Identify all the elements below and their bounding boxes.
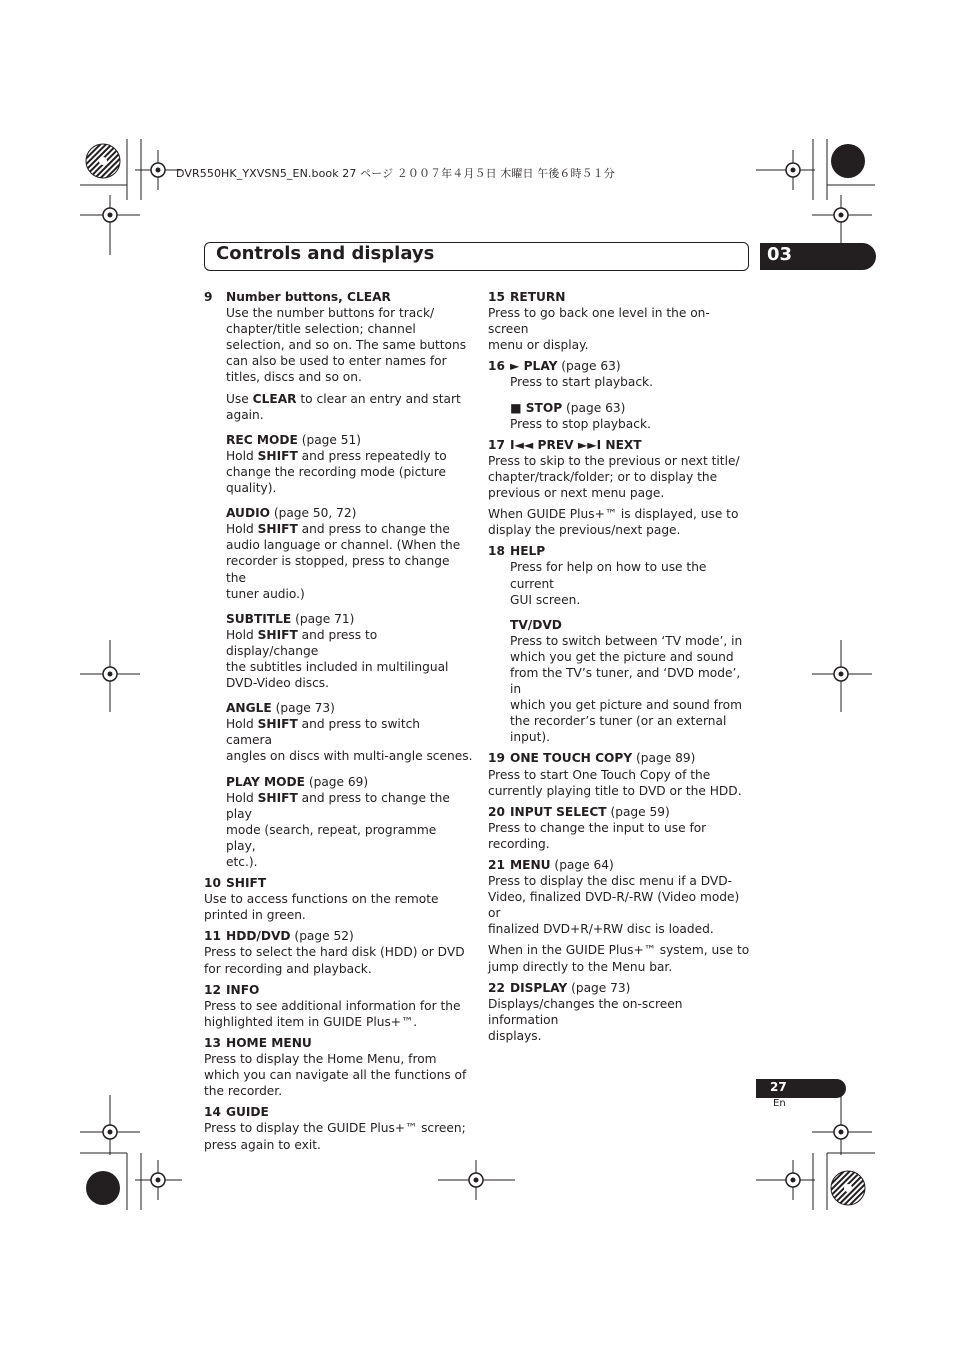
item-22-heading [488, 980, 750, 996]
text-line: I◄◄ PREV ►►I NEXT [510, 437, 642, 452]
text-line: Press to switch between ‘TV mode’, in [510, 633, 743, 648]
text-line: DISPLAY [510, 980, 568, 995]
subtitle-heading [226, 611, 469, 627]
text-line: Hold [226, 790, 258, 805]
text-line: (page 71) [291, 611, 355, 626]
text-line: Press to change the input to use for [488, 820, 707, 835]
text-line: SHIFT [257, 627, 298, 642]
text-line: PLAY MODE [226, 774, 305, 789]
text-line: highlighted item in GUIDE Plus+™. [204, 1014, 418, 1029]
text-line: the recorder. [204, 1084, 283, 1099]
text-line: (page 64) [550, 858, 614, 872]
item-17-heading [488, 437, 750, 453]
text-line: ONE TOUCH COPY [510, 751, 633, 766]
text-line: printed in green. [204, 908, 306, 923]
text-line: previous or next menu page. [488, 486, 665, 501]
text-line: ANGLE [226, 701, 272, 716]
text-line: (page 50, 72) [269, 506, 357, 521]
audio-heading [226, 505, 469, 521]
text-line: SHIFT [226, 876, 267, 891]
text-line [226, 391, 469, 407]
page-language: En [773, 1098, 786, 1109]
text-line: Hold [226, 627, 258, 642]
text-line: and press repeatedly to [297, 448, 447, 463]
file-header: DVR550HK_YXVSN5_EN.book 27 ページ ２００７年４月５日 木曜日 午後６時５１分 [176, 167, 615, 180]
text-line: currently playing title to DVD or the HDD. [488, 783, 742, 798]
text-line: 19 [488, 751, 505, 766]
item-12-heading [204, 982, 469, 998]
text-line: Hold [226, 448, 258, 463]
text-line: Press to display the disc menu if a DVD- [488, 874, 733, 889]
text-line: Press to start playback. [510, 375, 653, 390]
text-line: can also be used to enter names for [226, 354, 447, 369]
text-line [226, 627, 469, 659]
text-line: change the recording mode (picture [226, 464, 447, 479]
text-line: (page 73) [567, 980, 631, 995]
text-line: GUI screen. [510, 592, 581, 607]
text-line [226, 448, 469, 464]
text-line: etc.). [226, 855, 258, 869]
item-10-heading [204, 875, 469, 891]
text-line: and press to change the [297, 522, 450, 537]
text-line: angles on discs with multi-angle scenes. [226, 749, 473, 764]
text-line: chapter/track/folder; or to display the [488, 469, 718, 484]
text-line: 11 [204, 929, 221, 944]
text-line: (page 63) [562, 400, 626, 415]
text-line: 10 [204, 876, 221, 891]
text-line: (page 52) [290, 929, 354, 944]
text-line: RETURN [510, 290, 566, 304]
text-line: quality). [226, 481, 277, 496]
text-line: the recorder’s tuner (or an external [510, 714, 727, 729]
text-line: tuner audio.) [226, 586, 305, 601]
item-21-heading [488, 857, 750, 873]
text-line: and press to display/change [226, 627, 378, 658]
text-line: 18 [488, 544, 505, 559]
text-line [226, 716, 469, 748]
text-line: DVD-Video discs. [226, 676, 329, 691]
text-line: which you can navigate all the functions of [204, 1068, 467, 1083]
text-line: Use the number buttons for track/ [226, 306, 435, 321]
text-line: jump directly to the Menu bar. [488, 959, 673, 974]
text-line: Press to see additional information for the [204, 998, 461, 1013]
text-line: input). [510, 730, 550, 745]
text-line: the subtitles included in multilingual [226, 659, 449, 674]
text-line: display the previous/next page. [488, 523, 681, 538]
text-line: Press to display the GUIDE Plus+™ screen; [204, 1121, 466, 1136]
text-line: Video, finalized DVD-R/-RW (Video mode) or [488, 890, 740, 921]
text-line: 12 [204, 982, 221, 997]
text-line: recorder is stopped, press to change the [226, 554, 450, 585]
text-line: 14 [204, 1105, 221, 1120]
text-line: which you get the picture and sound [510, 649, 734, 664]
text-line: (page 73) [271, 701, 335, 716]
text-line: CLEAR [252, 391, 297, 406]
text-line: Press to skip to the previous or next title/ [488, 453, 740, 468]
page-number: 27 [770, 1080, 787, 1094]
text-line: from the TV’s tuner, and ‘DVD mode’, in [510, 665, 741, 697]
text-line: Displays/changes the on-screen information [488, 996, 683, 1027]
text-line: 16 [488, 359, 505, 374]
text-line: SHIFT [257, 522, 298, 537]
text-line: selection, and so on. The same buttons [226, 338, 467, 353]
text-line: HDD/DVD [226, 929, 291, 944]
text-line: (page 59) [606, 804, 670, 819]
item-15-heading [488, 289, 750, 305]
text-line: Press to start One Touch Copy of the [488, 767, 711, 782]
text-line: mode (search, repeat, programme play, [226, 822, 437, 853]
item-20-heading [488, 804, 750, 820]
text-line: Use [226, 391, 253, 406]
text-line [226, 790, 469, 822]
text-line: 22 [488, 980, 505, 995]
text-line: (page 63) [557, 359, 621, 374]
angle-heading [226, 700, 469, 716]
text-line: (page 89) [632, 751, 696, 766]
text-line: Press to display the Home Menu, from [204, 1052, 437, 1067]
tv-dvd-heading: TV/DVD [510, 617, 562, 632]
text-line: again. [226, 407, 264, 422]
play-mode-heading [226, 774, 469, 790]
text-line: Use to access functions on the remote [204, 892, 439, 907]
text-line: (page 69) [304, 774, 369, 789]
text-line [488, 374, 750, 431]
text-line: displays. [488, 1028, 542, 1043]
text-line: AUDIO [226, 506, 270, 521]
stop-heading [510, 400, 750, 416]
chapter-number: 03 [767, 244, 793, 265]
text-line: SHIFT [257, 448, 298, 463]
text-line: 17 [488, 437, 505, 452]
text-line: Press for help on how to use the current [510, 560, 707, 591]
text-line: and press to switch camera [226, 717, 421, 748]
left-column [204, 289, 473, 1153]
text-line: Press to select the hard disk (HDD) or DVD [204, 945, 465, 960]
text-line: for recording and playback. [204, 961, 372, 976]
text-line: REC MODE [226, 432, 298, 447]
item-11-heading [204, 928, 469, 944]
item-19-heading [488, 750, 750, 766]
item-14-heading [204, 1104, 469, 1120]
text-line: HOME MENU [226, 1035, 312, 1050]
text-line: ■ STOP [510, 400, 563, 415]
text-line: to clear an entry and start [296, 391, 461, 406]
text-line: which you get picture and sound from [510, 698, 743, 713]
text-line: INPUT SELECT [510, 804, 607, 819]
item-16-heading [488, 358, 750, 374]
item-9-heading [204, 289, 469, 305]
text-line: HELP [510, 544, 546, 559]
text-line: Number buttons, CLEAR [226, 290, 391, 304]
text-line: 13 [204, 1035, 221, 1050]
text-line: 9 [204, 290, 213, 304]
text-line [226, 521, 469, 537]
text-line: MENU [510, 858, 551, 872]
item-18-heading [488, 543, 750, 559]
text-line: Press to go back one level in the on-screen [488, 306, 710, 337]
text-line: SHIFT [257, 717, 298, 732]
text-line: 21 [488, 858, 505, 872]
text-line: GUIDE [226, 1105, 269, 1120]
text-line: Press to stop playback. [510, 416, 651, 431]
text-line: titles, discs and so on. [226, 370, 362, 385]
text-line: audio language or channel. (When the [226, 538, 461, 553]
text-line: 20 [488, 804, 505, 819]
text-line: ► PLAY [510, 359, 558, 374]
text-line: Hold [226, 717, 258, 732]
text-line: press again to exit. [204, 1137, 321, 1152]
text-line: chapter/title selection; channel [226, 322, 416, 337]
text-line: menu or display. [488, 338, 589, 353]
text-line: When GUIDE Plus+™ is displayed, use to [488, 507, 739, 522]
text-line: 15 [488, 290, 505, 304]
text-line: finalized DVD+R/+RW disc is loaded. [488, 922, 714, 937]
text-line: SUBTITLE [226, 611, 292, 626]
text-line: SHIFT [257, 790, 298, 805]
text-line: INFO [226, 982, 260, 997]
text-line: and press to change the play [226, 790, 450, 821]
item-9-body [204, 305, 473, 870]
right-column [488, 289, 750, 1044]
item-13-heading [204, 1035, 469, 1051]
section-title: Controls and displays [216, 243, 435, 264]
text-line: recording. [488, 836, 550, 851]
text-line [488, 559, 750, 745]
text-line: (page 51) [297, 432, 362, 447]
text-line: When in the GUIDE Plus+™ system, use to [488, 943, 750, 958]
rec-mode-heading [226, 432, 469, 448]
text-line: Hold [226, 522, 258, 537]
